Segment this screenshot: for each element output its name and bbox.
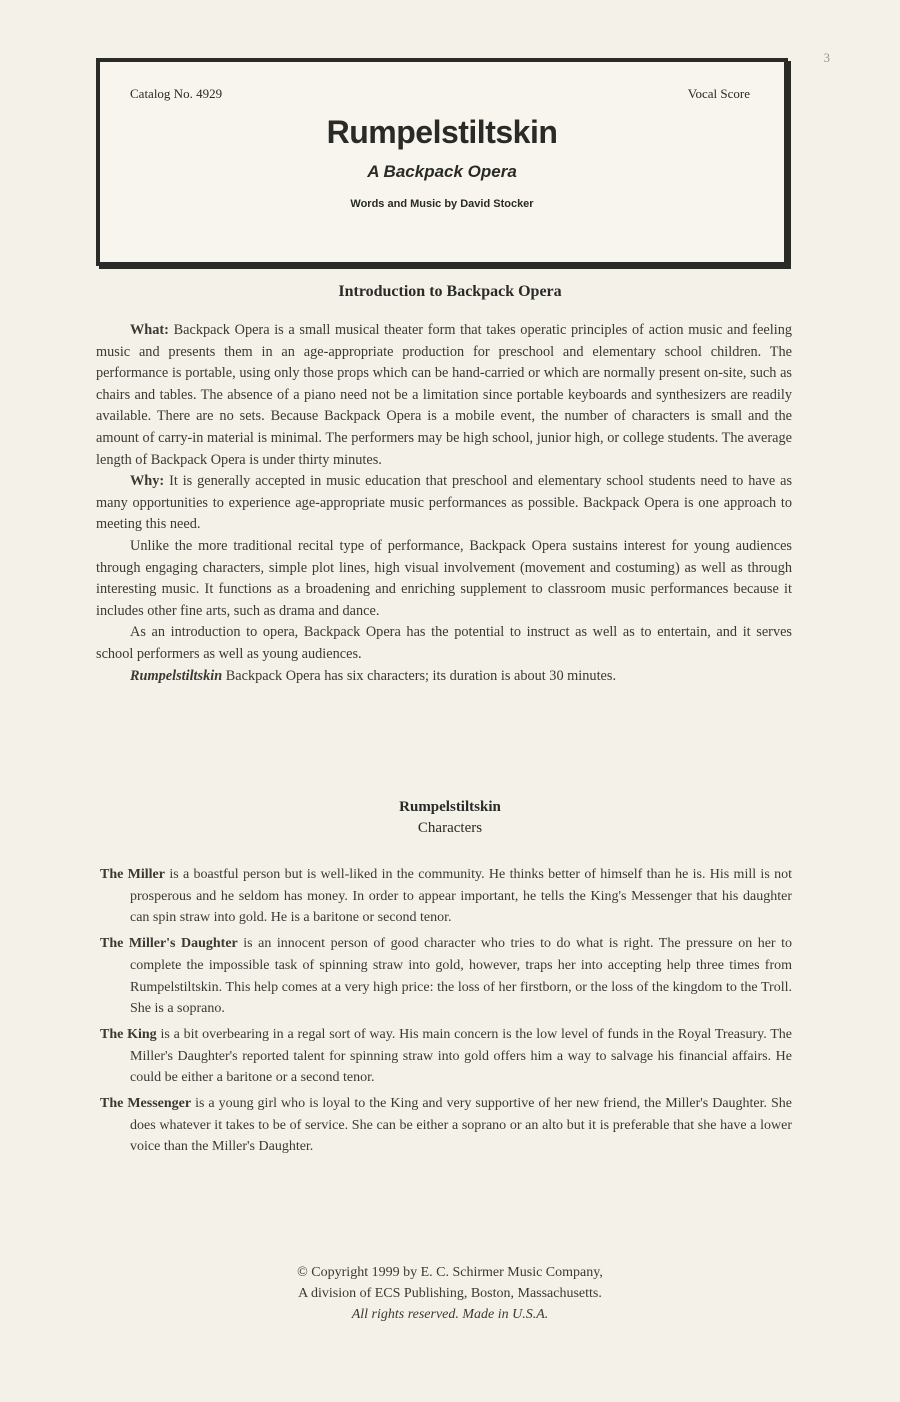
paragraph-lead: Rumpelstiltskin <box>130 667 223 684</box>
intro-heading: Introduction to Backpack Opera <box>338 283 562 300</box>
page-number: 3 <box>823 50 830 65</box>
character-entry <box>100 1093 792 1158</box>
paragraph-text: It is generally accepted in music education that preschool and elementary school students need to have as many opportunities to experience age-appropriate music performances as possible. Backpack Opera is one approach to meeting this need. <box>96 473 793 533</box>
character-description: is an innocent person of good character who tries to do what is right. The pressure on her to complete the impossible task of spinning straw into gold, however, traps her into accepting help three times from Rumpelstiltskin. This help comes at a very high price: the loss of her firstborn, or the loss of the kingdom to the Troll. She is a soprano. <box>130 936 792 1017</box>
copyright-notice <box>0 1262 900 1325</box>
characters-title: Rumpelstiltskin <box>399 799 501 815</box>
character-name: The Miller <box>100 867 165 882</box>
title-box <box>96 58 788 266</box>
paragraph-text: Unlike the more traditional recital type of performance, Backpack Opera sustains interest for young audiences through engaging characters, simple plot lines, high visual involvement (movement and costuming) as well as through interesting music. It functions as a broadening and enriching supplement to classroom music performances because it includes other fine arts, such as drama and dance. <box>96 537 792 619</box>
character-name: The Messenger <box>100 1096 192 1112</box>
character-description: is a bit overbearing in a regal sort of way. His main concern is the low level of funds in the Royal Treasury. The Miller's Daughter's reported talent for spinning straw into gold offers him a way to salvage his financial affairs. He could be either a baritone or a second tenor. <box>130 1026 792 1086</box>
character-name: The Miller's Daughter <box>100 936 238 952</box>
paragraph-lead: Why: <box>130 473 165 490</box>
intro-paragraph <box>96 320 792 471</box>
paragraph-lead: What: <box>130 322 169 338</box>
credits: Words and Music by David Stocker <box>350 198 534 210</box>
character-entry <box>100 1024 792 1089</box>
copyright-line: © Copyright 1999 by E. C. Schirmer Music Company, <box>297 1265 603 1280</box>
paragraph-text: Backpack Opera is a small musical theater form that takes operatic principles of action music and feeling music and presents them in an age-appropriate production for preschool and elementary school children. The performance is portable, using only those props which can be hand-carried or which are normally present on-site, such as chairs and tables. The absence of a piano need not be a limitation since portable keyboards and synthesizers are readily available. There are no sets. Because Backpack Opera is a mobile event, the number of characters is small and the amount of carry-in material is minimal. The performers may be high school, junior high, or college students. The average length of Backpack Opera is under thirty minutes. <box>96 322 793 468</box>
character-name: The King <box>100 1026 157 1042</box>
characters-subheading: Characters <box>417 820 483 836</box>
work-subtitle: A Backpack Opera <box>367 162 517 181</box>
paragraph-text: Backpack Opera has six characters; its duration is about 30 minutes. <box>225 667 617 684</box>
character-list <box>100 864 792 1162</box>
intro-paragraph <box>96 666 792 688</box>
intro-paragraph <box>96 536 792 622</box>
character-description: is a young girl who is loyal to the King and very supportive of her new friend, the Miller's Daughter. She does whatever it takes to be of service. She can be either a soprano or an alto but it is preferable that she have a lower voice than the Miller's Daughter. <box>130 1096 793 1155</box>
intro-paragraph <box>96 622 792 665</box>
character-entry <box>100 933 792 1020</box>
copyright-line: All rights reserved. Made in U.S.A. <box>351 1307 549 1322</box>
score-type: Vocal Score <box>687 86 750 101</box>
intro-body <box>96 320 792 687</box>
intro-paragraph <box>96 471 792 536</box>
paragraph-text: As an introduction to opera, Backpack Opera has the potential to instruct as well as to entertain, and it serves school performers as well as young audiences. <box>96 624 792 662</box>
copyright-line: A division of ECS Publishing, Boston, Massachusetts. <box>298 1286 602 1301</box>
catalog-number: Catalog No. 4929 <box>130 86 223 101</box>
character-entry <box>100 864 792 929</box>
character-description: is a boastful person but is well-liked in the community. He thinks better of himself than he is. His mill is not prosperous and he seldom has money. In order to appear important, he tells the King's Messenger that his daughter can spin straw into gold. He is a baritone or second tenor. <box>130 867 792 926</box>
work-title: Rumpelstiltskin <box>326 114 558 150</box>
